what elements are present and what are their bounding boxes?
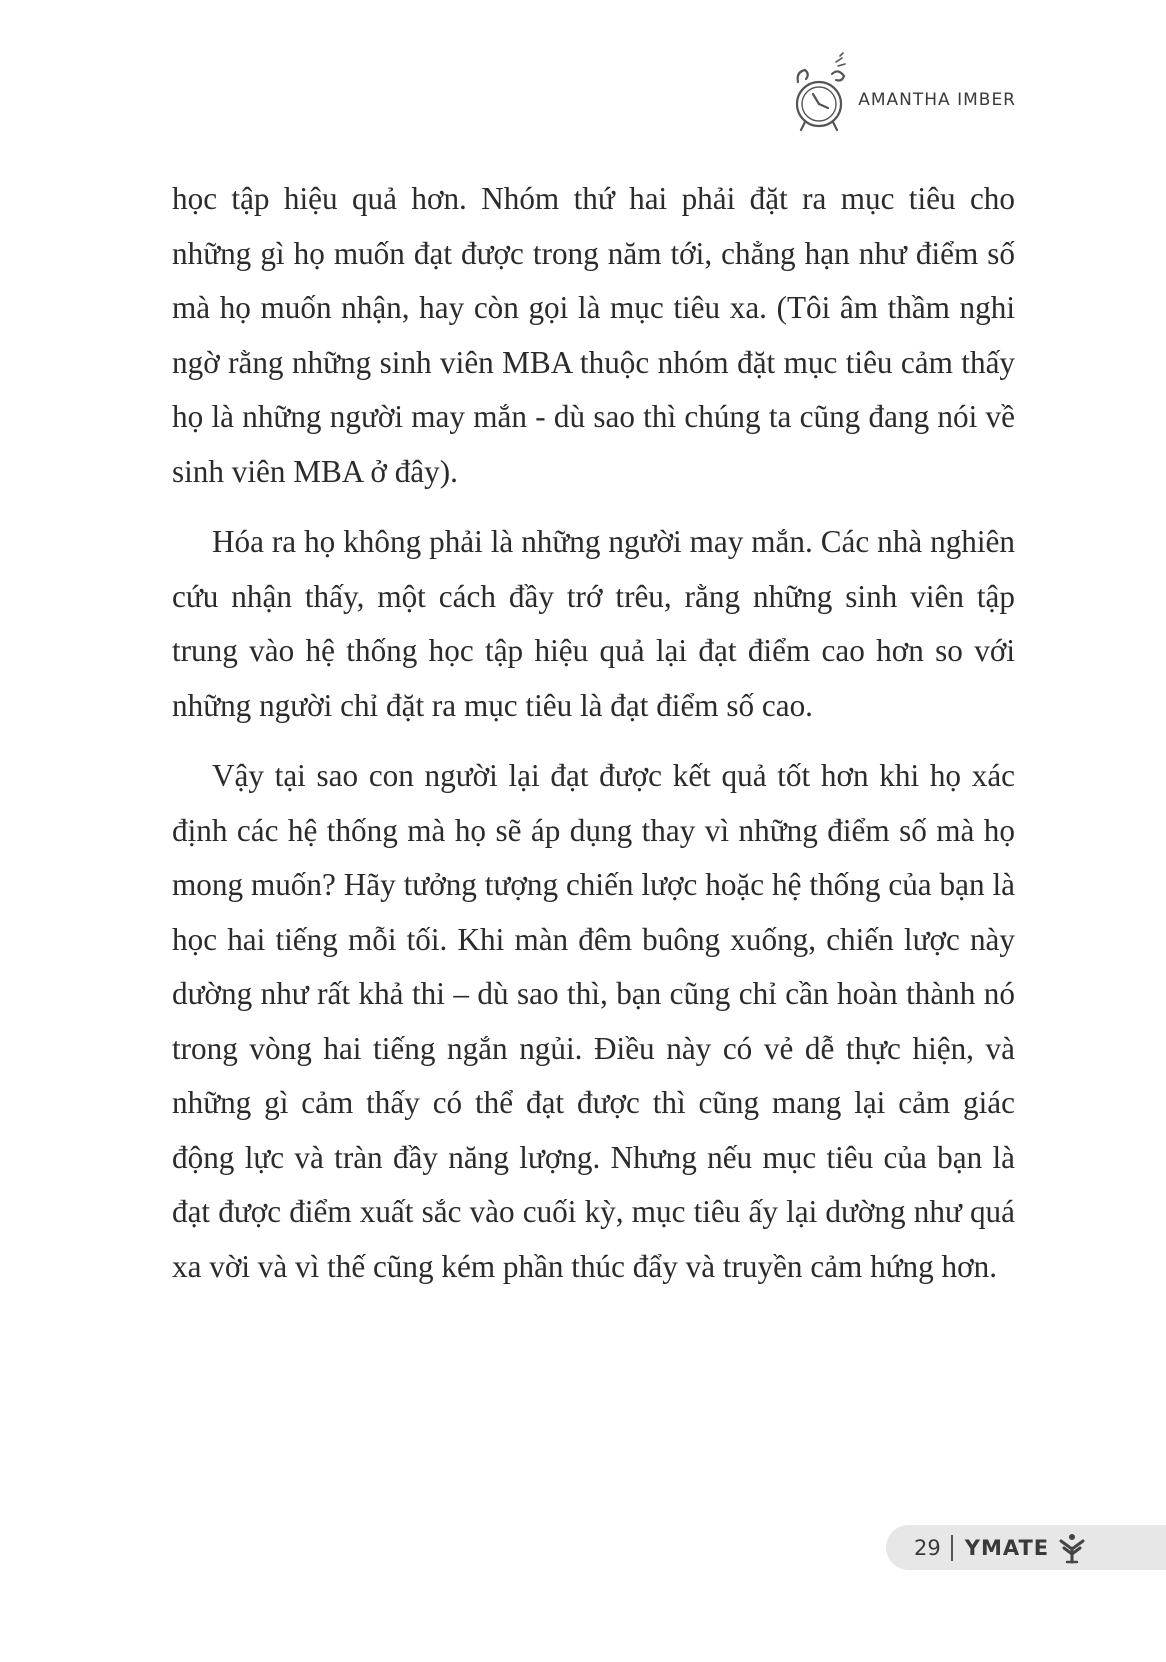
page-body xyxy=(172,172,1015,1310)
running-header xyxy=(790,52,1016,134)
alarm-clock-icon xyxy=(790,52,848,134)
author-name: AMANTHA IMBER xyxy=(858,90,1016,110)
footer-divider xyxy=(951,1535,953,1561)
paragraph-1: học tập hiệu quả hơn. Nhóm thứ hai phải đặt ra mục tiêu cho những gì họ muốn đạt được trong năm tới, chẳng hạn như điểm số mà họ muốn nhận, hay còn gọi là mục tiêu xa. (Tôi âm thầm nghi ngờ rằng những sinh viên MBA thuộc nhóm đặt mục tiêu cảm thấy họ là những người may mắn - dù sao thì chúng ta cũng đang nói về sinh viên MBA ở đây). xyxy=(172,181,1015,489)
publisher-brand: YMATE xyxy=(964,1535,1050,1560)
ymate-logo-icon xyxy=(1057,1532,1087,1564)
page-footer xyxy=(886,1525,1166,1570)
paragraph-2: Hóa ra họ không phải là những người may mắn. Các nhà nghiên cứu nhận thấy, một cách đầy trớ trêu, rằng những sinh viên tập trung vào hệ thống học tập hiệu quả lại đạt điểm cao hơn so với những người chỉ đặt ra mục tiêu là đạt điểm số cao. xyxy=(172,524,1015,723)
page-number: 29 xyxy=(914,1535,941,1560)
paragraph-3: Vậy tại sao con người lại đạt được kết quả tốt hơn khi họ xác định các hệ thống mà họ sẽ áp dụng thay vì những điểm số mà họ mong muốn? Hãy tưởng tượng chiến lược hoặc hệ thống của bạn là học hai tiếng mỗi tối. Khi màn đêm buông xuống, chiến lược này dường như rất khả thi – dù sao thì, bạn cũng chỉ cần hoàn thành nó trong vòng hai tiếng ngắn ngủi. Điều này có vẻ dễ thực hiện, và những gì cảm thấy có thể đạt được thì cũng mang lại cảm giác động lực và tràn đầy năng lượng. Nhưng nếu mục tiêu của bạn là đạt được điểm xuất sắc vào cuối kỳ, mục tiêu ấy lại dường như quá xa vời và vì thế cũng kém phần thúc đẩy và truyền cảm hứng hơn. xyxy=(172,758,1015,1284)
